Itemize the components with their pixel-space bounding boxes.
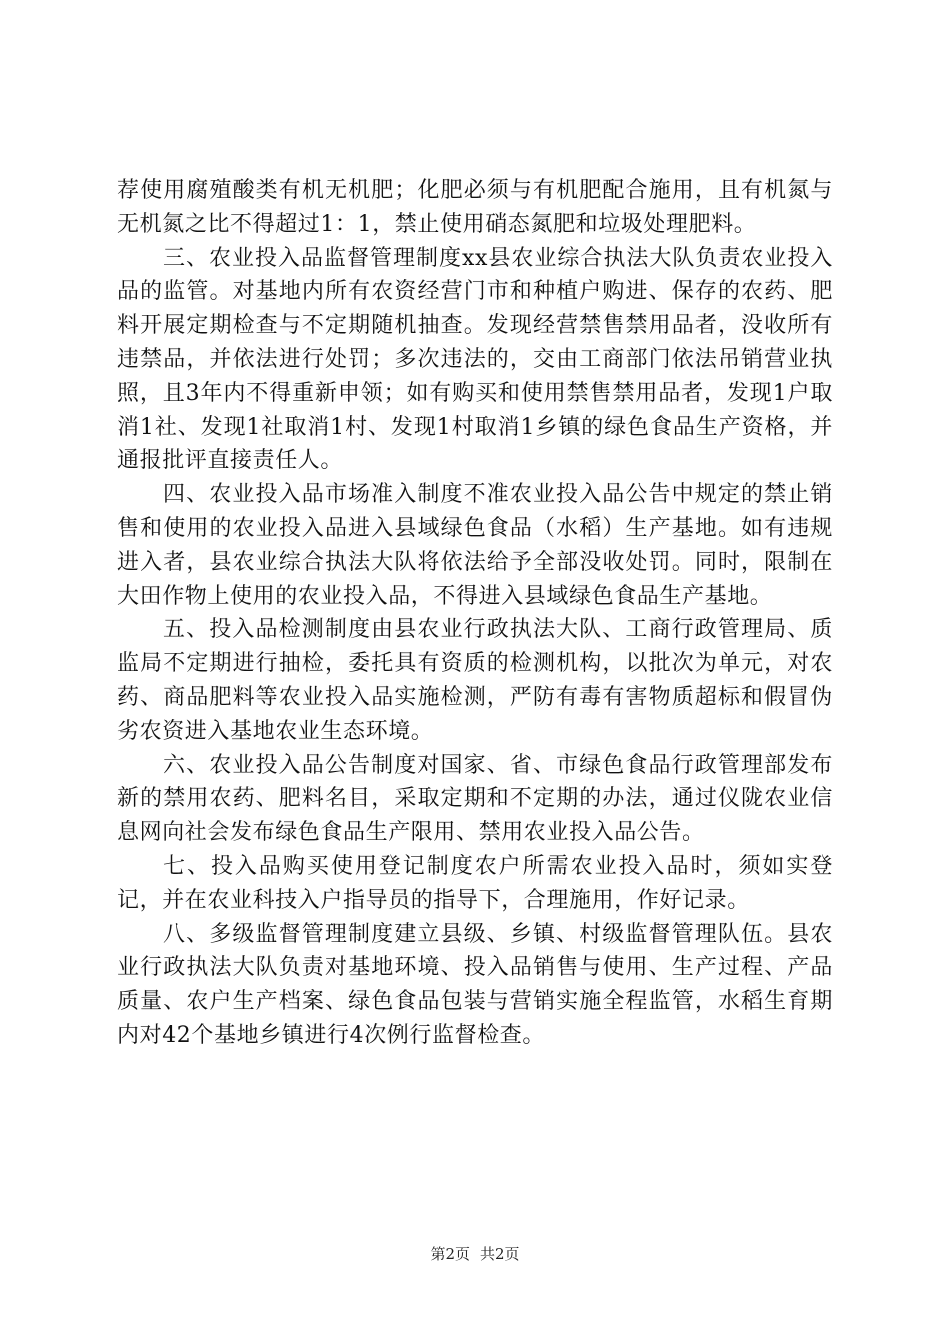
page-number: 第2页 [430, 1245, 470, 1263]
paragraph-continuation: 荐使用腐殖酸类有机无机肥；化肥必须与有机肥配合施用，且有机氮与无机氮之比不得超过1：1，禁止使用硝态氮肥和垃圾处理肥料。 [117, 178, 833, 237]
paragraph-section-4: 四、农业投入品市场准入制度不准农业投入品公告中规定的禁止销售和使用的农业投入品进入县域绿色食品（水稻）生产基地。如有违规进入者，县农业综合执法大队将依法给予全部没收处罚。同时，限制在大田作物上使用的农业投入品，不得进入县域绿色食品生产基地。 [117, 482, 833, 609]
page-footer [0, 1244, 950, 1264]
document-body [117, 174, 833, 1053]
paragraph-section-7: 七、投入品购买使用登记制度农户所需农业投入品时，须如实登记，并在农业科技入户指导员的指导下，合理施用，作好记录。 [117, 853, 833, 913]
paragraph-section-5: 五、投入品检测制度由县农业行政执法大队、工商行政管理局、质监局不定期进行抽检，委托具有资质的检测机构，以批次为单元，对农药、商品肥料等农业投入品实施检测，严防有毒有害物质超标和假冒伪劣农资进入基地农业生态环境。 [117, 617, 833, 744]
paragraph-section-3: 三、农业投入品监督管理制度xx县农业综合执法大队负责农业投入品的监管。对基地内所有农资经营门市和种植户购进、保存的农药、肥料开展定期检查与不定期随机抽查。发现经营禁售禁用品者，没收所有违禁品，并依法进行处罚；多次违法的，交由工商部门依法吊销营业执照，且3年内不得重新申领；如有购买和使用禁售禁用品者，发现1户取消1社、发现1社取消1村、发现1村取消1乡镇的绿色食品生产资格，并通报批评直接责任人。 [117, 245, 833, 474]
page-total: 共2页 [480, 1245, 520, 1263]
paragraph-section-8: 八、多级监督管理制度建立县级、乡镇、村级监督管理队伍。县农业行政执法大队负责对基地环境、投入品销售与使用、生产过程、产品质量、农户生产档案、绿色食品包装与营销实施全程监管，水稻生育期内对42个基地乡镇进行4次例行监督检查。 [117, 921, 833, 1048]
paragraph-section-6: 六、农业投入品公告制度对国家、省、市绿色食品行政管理部发布新的禁用农药、肥料名目，采取定期和不定期的办法，通过仪陇农业信息网向社会发布绿色食品生产限用、禁用农业投入品公告。 [117, 752, 833, 846]
